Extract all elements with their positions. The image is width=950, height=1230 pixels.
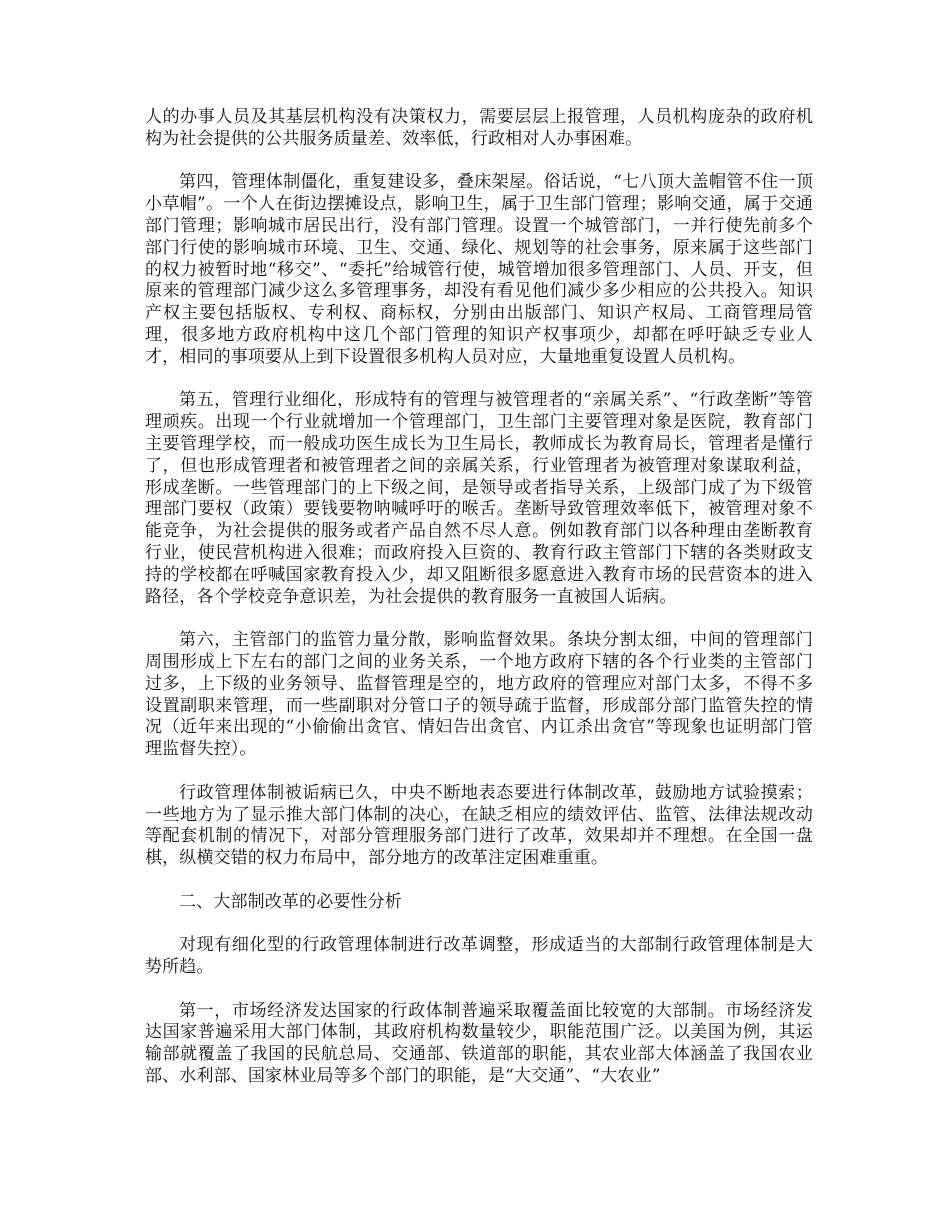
paragraph-continuation: 人的办事人员及其基层机构没有决策权力，需要层层上报管理，人员机构庞杂的政府机构为社会提供的公共服务质量差、效率低，行政相对人办事困难。: [145, 107, 813, 149]
paragraph-reform-trend: 对现有细化型的行政管理体制进行改革调整，形成适当的大部制行政管理体制是大势所趋。: [145, 935, 813, 978]
paragraph-first-reason: 第一，市场经济发达国家的行政体制普遍采取覆盖面比较宽的大部制。市场经济发达国家普遍采用大部门体制，其政府机构数量较少，职能范围广泛。以美国为例，其运输部就覆盖了我国的民航总局、交通部、铁道部的职能，其农业部大体涵盖了我国农业部、水利部、国家林业局等多个部门的职能，是“大交通”、“大农业”: [145, 1000, 813, 1087]
paragraph-fifth-point: 第五，管理行业细化，形成特有的管理与被管理者的“亲属关系”、“行政垄断”等管理顽疾。出现一个行业就增加一个管理部门，卫生部门主要管理对象是医院，教育部门主要管理学校，而一般成功医生成长为卫生局长，教师成长为教育局长，管理者是懂行了，但也形成管理者和被管理者之间的亲属关系，行业管理者为被管理对象谋取利益，形成垄断。一些管理部门的上下级之间，是领导或者指导关系，上级部门成了为下级管理部门要权（政策）要钱要物呐喊呼吁的喉舌。垄断导致管理效率低下，被管理对象不能竞争，为社会提供的服务或者产品自然不尽人意。例如教育部门以各种理由垄断教育行业，使民营机构进入很难；而政府投入巨资的、教育行政主管部门下辖的各类财政支持的学校都在呼喊国家教育投入少，却又阻断很多愿意进入教育市场的民营资本的进入路径，各个学校竞争意识差，为社会提供的教育服务一直被国人诟病。: [145, 390, 813, 607]
paragraph-fourth-point: 第四，管理体制僵化，重复建设多，叠床架屋。俗话说，“七八顶大盖帽管不住一顶小草帽”。一个人在街边摆摊设点，影响卫生，属于卫生部门管理；影响交通，属于交通部门管理；影响城市居民出行，没有部门管理。设置一个城管部门，一并行使先前多个部门行使的影响城市环境、卫生、交通、绿化、规划等的社会事务，原来属于这些部门的权力被暂时地“移交”、“委托”给城管行使，城管增加很多管理部门、人员、开支，但原来的管理部门减少这么多管理事务，却没有看见他们减少多少相应的公共投入。知识产权主要包括版权、专利权、商标权，分别由出版部门、知识产权局、工商管理局管理，很多地方政府机构中这几个部门管理的知识产权事项少，却都在呼吁缺乏专业人才，相同的事项要从上到下设置很多机构人员对应，大量地重复设置人员机构。: [145, 172, 813, 367]
section-heading: 二、大部制改革的必要性分析: [179, 891, 402, 912]
paragraph-sixth-point: 第六，主管部门的监管力量分散，影响监督效果。条块分割太细，中间的管理部门周围形成上下左右的部门之间的业务关系，一个地方政府下辖的各个行业类的主管部门过多，上下级的业务领导、监督管理是空的，地方政府的管理应对部门太多，不得不多设置副职来管理，而一些副职对分管口子的领导疏于监督，形成部分部门监管失控的情况（近年来出现的“小偷偷出贪官、情妇告出贪官、内讧杀出贪官”等现象也证明部门管理监督失控）。: [145, 630, 813, 760]
paragraph-reform-status: 行政管理体制被诟病已久，中央不断地表态要进行体制改革，鼓励地方试验摸索；一些地方为了显示推大部门体制的决心，在缺乏相应的绩效评估、监管、法律法规改动等配套机制的情况下，对部分管理服务部门进行了改革，效果却并不理想。在全国一盘棋，纵横交错的权力布局中，部分地方的改革注定困难重重。: [145, 782, 813, 869]
document-body: [145, 107, 813, 1110]
